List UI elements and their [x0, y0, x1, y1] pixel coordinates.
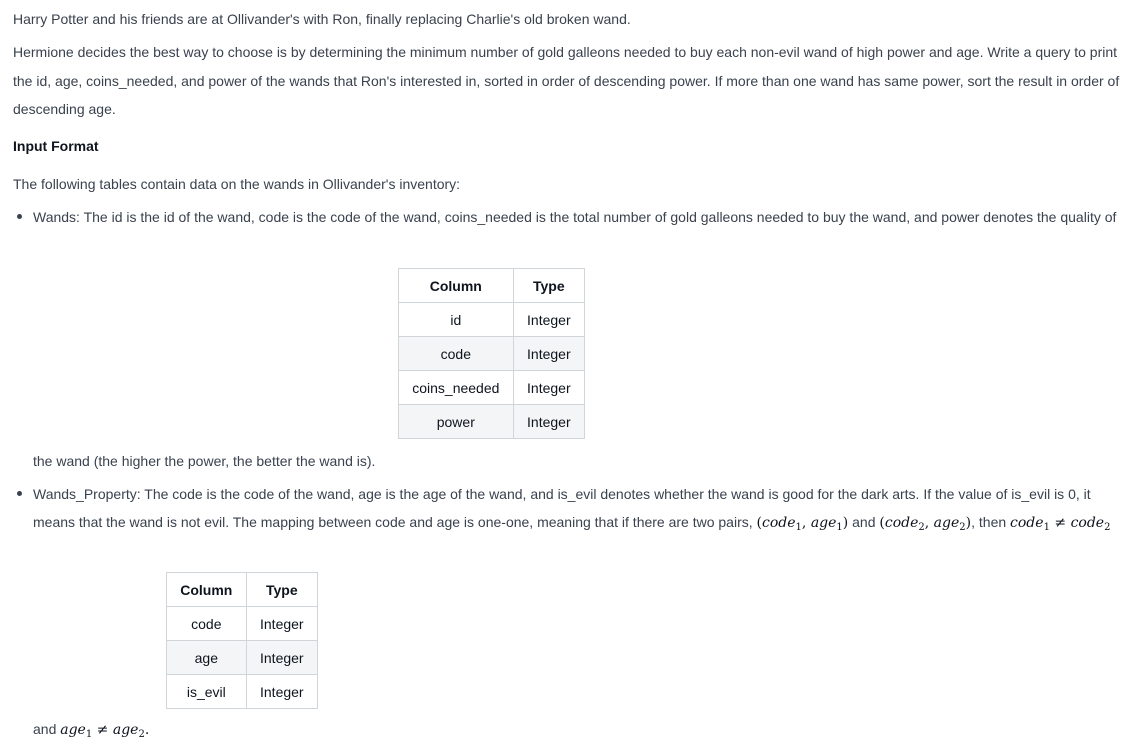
table-cell: code — [167, 607, 247, 641]
table-row — [167, 607, 318, 641]
table-cell: id — [399, 303, 514, 337]
column-header: Column — [399, 269, 514, 303]
code-inequality-formula: code$_1$ ≠ code$_2$ — [1010, 515, 1111, 533]
table-cell: power — [399, 405, 514, 439]
age-inequality-line — [33, 719, 149, 745]
tables-intro: The following tables contain data on the wands in Ollivander's inventory: — [13, 176, 461, 192]
wands-property-table — [166, 572, 318, 709]
table-cell: Integer — [246, 675, 317, 709]
and-text: and — [852, 514, 876, 530]
table-cell: Integer — [513, 371, 584, 405]
trailing-and-text: and — [33, 721, 57, 737]
task-line-2: the id, age, coins_needed, and power of the wands that Ron's interested in, sorted in order of descending power. If more than one wand has same power, sort the result in order of — [13, 73, 1120, 89]
task-line-1: Hermione decides the best way to choose is by determining the minimum number of gold galleons needed to buy each non-evil wand of high power and age. Write a query to print — [13, 44, 1118, 60]
table-header-row — [399, 269, 585, 303]
intro-text: Harry Potter and his friends are at Ollivander's with Ron, finally replacing Charlie's old broken wand. — [13, 11, 631, 27]
wands-property-description-line-2 — [33, 512, 1110, 538]
table-row — [167, 641, 318, 675]
wands-description-line-2: the wand (the higher the power, the better the wand is). — [33, 453, 376, 469]
column-header: Column — [167, 573, 247, 607]
table-row — [399, 303, 585, 337]
bullet-icon — [17, 491, 22, 496]
wands-table — [398, 268, 585, 439]
pair-one-formula: (code$_1$, age$_1$) — [756, 515, 849, 533]
table-cell: coins_needed — [399, 371, 514, 405]
task-line-3: descending age. — [13, 101, 116, 117]
table-row — [399, 371, 585, 405]
table-cell: age — [167, 641, 247, 675]
mapping-text: means that the wand is not evil. The mapping between code and age is one-one, meaning that if there are two pairs, — [33, 514, 753, 530]
table-cell: Integer — [513, 405, 584, 439]
age-inequality-formula: age$_1$ ≠ age$_2$. — [60, 722, 150, 740]
wands-description-line-1: Wands: The id is the id of the wand, code is the code of the wand, coins_needed is the total number of gold galleons needed to buy the wand, and power denotes the quality of — [33, 209, 1117, 225]
pair-two-formula: (code$_2$, age$_2$) — [879, 515, 972, 533]
table-cell: Integer — [246, 641, 317, 675]
table-row — [399, 337, 585, 371]
wands-property-description-line-1: Wands_Property: The code is the code of the wand, age is the age of the wand, and is_evil denotes whether the wand is good for the dark arts. If the value of is_evil is 0, it — [33, 486, 1091, 502]
table-row — [399, 405, 585, 439]
type-header: Type — [513, 269, 584, 303]
table-cell: Integer — [246, 607, 317, 641]
then-text: , then — [971, 514, 1007, 530]
table-row — [167, 675, 318, 709]
table-cell: Integer — [513, 303, 584, 337]
table-cell: Integer — [513, 337, 584, 371]
bullet-icon — [17, 214, 22, 219]
table-cell: code — [399, 337, 514, 371]
input-format-heading: Input Format — [13, 138, 99, 154]
table-header-row — [167, 573, 318, 607]
table-cell: is_evil — [167, 675, 247, 709]
type-header: Type — [246, 573, 317, 607]
